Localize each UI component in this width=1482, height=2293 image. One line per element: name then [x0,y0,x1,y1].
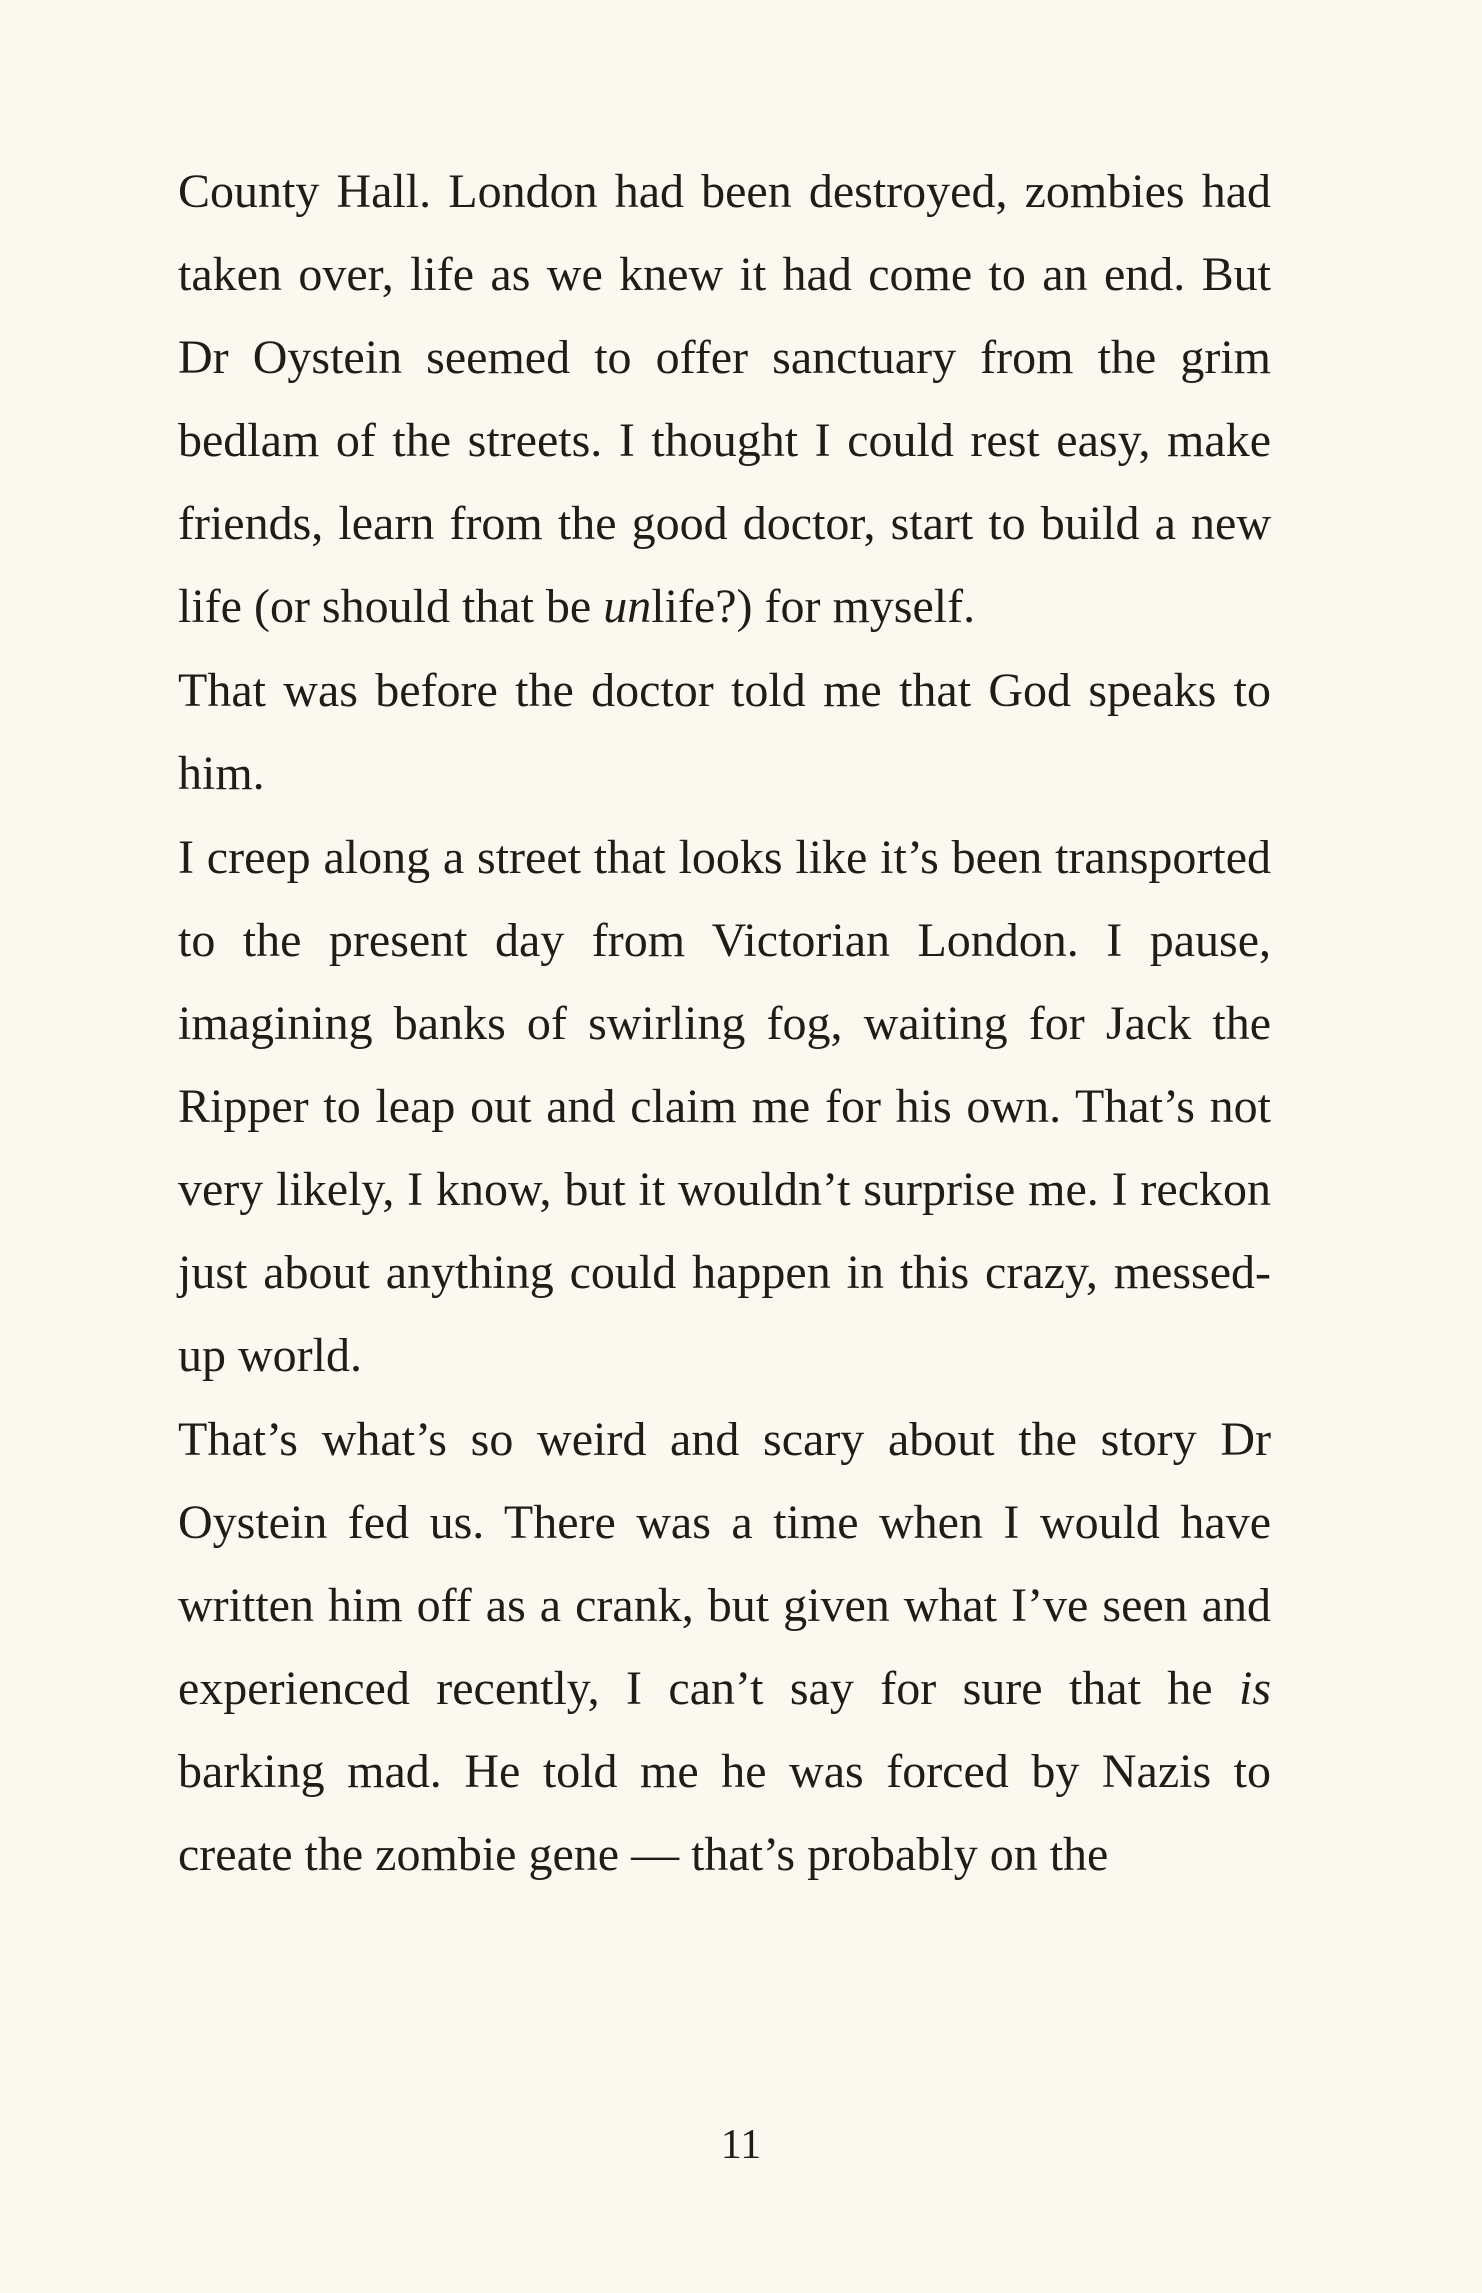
paragraph-4-italic-is: is [1238,1662,1271,1715]
paragraph-3-text: I creep along a street that looks like it’s been transported to the present day from Victorian London. I pause, imagining banks of swirling fog, waiting for Jack the Ripper to leap out and claim me for his own. That’s not very likely, I know, but it wouldn’t surprise me. I reckon just about anything could happen in this crazy, messed-up world. [178,831,1271,1382]
paragraph-3 [178,816,1271,1397]
body-text [178,150,1271,1896]
paragraph-4-text-1: That’s what’s so weird and scary about the story Dr Oystein fed us. There was a time when I would have written him off as a crank, but given what I’ve seen and experienced recently, I can’t say for sure that he [178,1413,1271,1715]
paragraph-1-italic-un: un [603,580,652,633]
paragraph-4 [178,1398,1271,1896]
paragraph-1 [178,150,1271,648]
paragraph-1-text-1: County Hall. London had been destroyed, zombies had taken over, life as we knew it had come to an end. But Dr Oystein seemed to offer sanctuary from the grim bedlam of the streets. I thought I could rest easy, make friends, learn from the good doctor, start to build a new life (or should that be [178,165,1271,633]
paragraph-1-text-2: life?) for myself. [651,580,976,633]
paragraph-2 [178,649,1271,815]
paragraph-4-text-2: barking mad. He told me he was forced by Nazis to create the zombie gene — that’s probably on the [178,1745,1271,1881]
page-number: 11 [720,2122,762,2168]
paragraph-2-text: That was before the doctor told me that God speaks to him. [178,664,1271,800]
